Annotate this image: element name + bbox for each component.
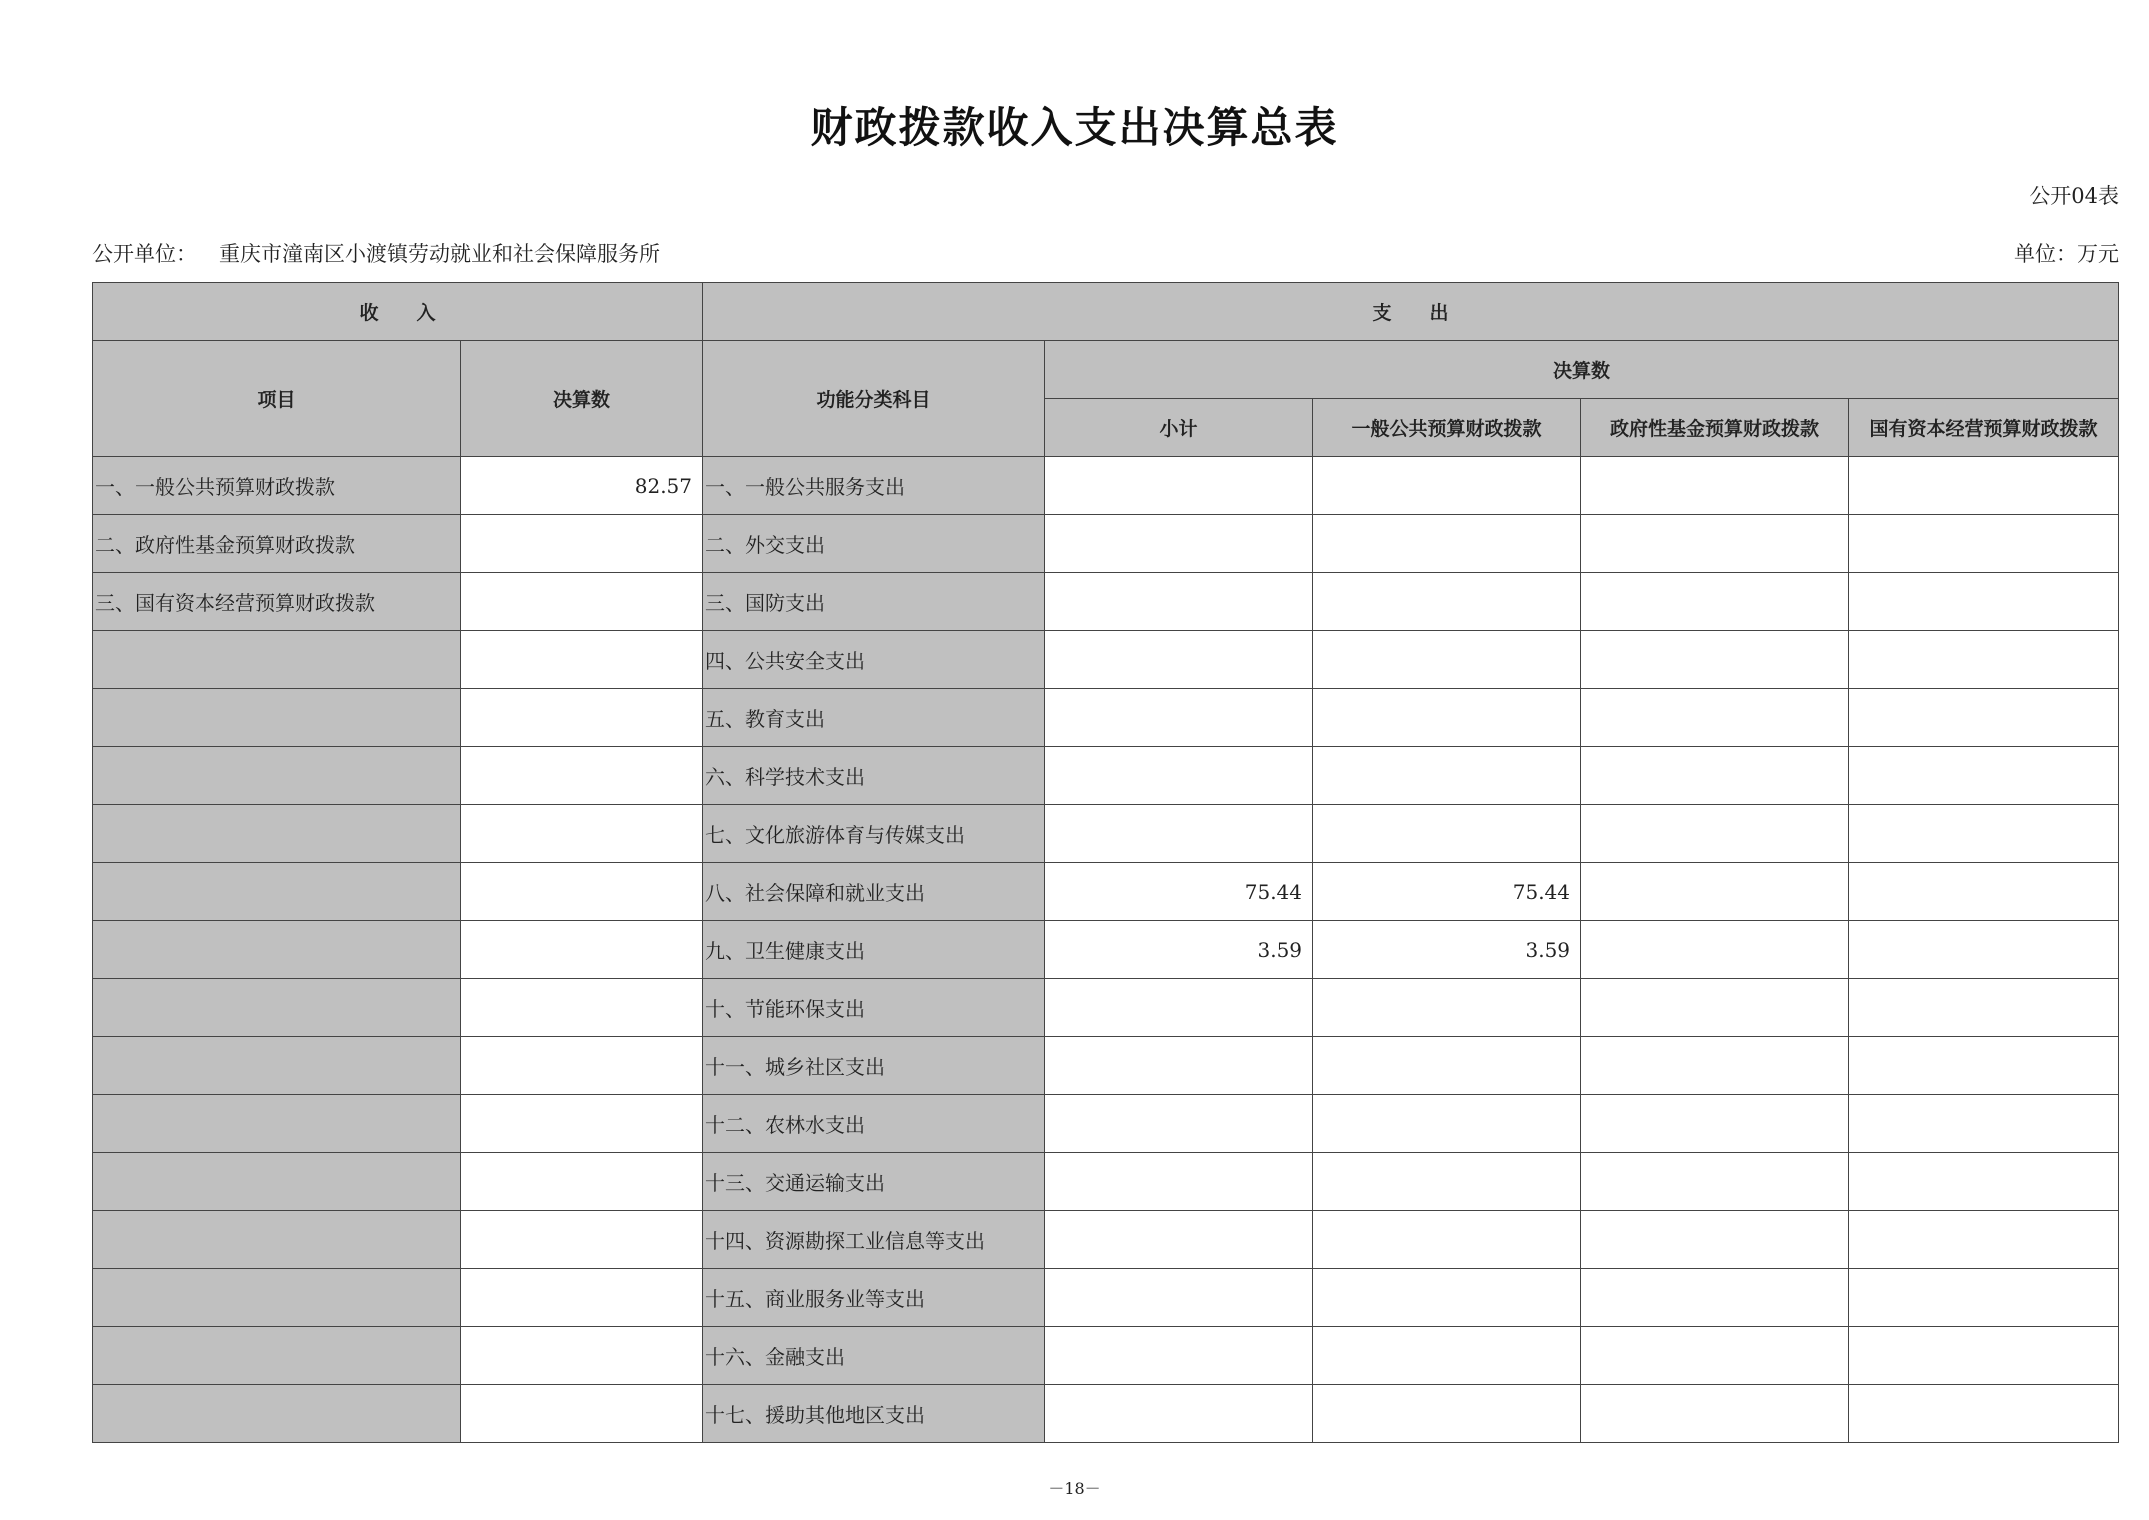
unit-label: 单位：万元 — [2014, 242, 2119, 266]
category-cell: 二、外交支出 — [703, 515, 1045, 573]
state-capital-cell — [1849, 573, 2119, 631]
gov-fund-cell — [1581, 1327, 1849, 1385]
category-cell: 十、节能环保支出 — [703, 979, 1045, 1037]
income-header: 收 入 — [93, 283, 703, 341]
table-row — [93, 573, 2119, 631]
gov-fund-cell — [1581, 631, 1849, 689]
general-cell — [1313, 1269, 1581, 1327]
state-capital-cell — [1849, 689, 2119, 747]
category-cell: 十一、城乡社区支出 — [703, 1037, 1045, 1095]
budget-table — [92, 282, 2119, 1443]
category-cell: 十四、资源勘探工业信息等支出 — [703, 1211, 1045, 1269]
table-row — [93, 1037, 2119, 1095]
subtotal-cell — [1045, 457, 1313, 515]
subtotal-cell — [1045, 573, 1313, 631]
general-cell — [1313, 515, 1581, 573]
gov-fund-cell — [1581, 805, 1849, 863]
subtotal-cell — [1045, 1327, 1313, 1385]
subtotal-cell — [1045, 1037, 1313, 1095]
general-cell — [1313, 747, 1581, 805]
income-amount-cell — [461, 573, 703, 631]
income-item-cell — [93, 921, 461, 979]
general-cell — [1313, 1327, 1581, 1385]
income-item-cell — [93, 1269, 461, 1327]
gov-fund-cell — [1581, 573, 1849, 631]
state-capital-cell — [1849, 921, 2119, 979]
state-capital-cell — [1849, 515, 2119, 573]
header-info — [92, 238, 2119, 268]
category-cell: 四、公共安全支出 — [703, 631, 1045, 689]
income-amount-cell — [461, 805, 703, 863]
income-item-cell — [93, 1037, 461, 1095]
state-capital-cell — [1849, 1095, 2119, 1153]
gov-fund-header: 政府性基金预算财政拨款 — [1581, 399, 1849, 457]
general-cell — [1313, 573, 1581, 631]
income-item-cell — [93, 1211, 461, 1269]
subtotal-cell — [1045, 1211, 1313, 1269]
state-capital-cell — [1849, 979, 2119, 1037]
income-item-cell — [93, 1153, 461, 1211]
income-amount-cell — [461, 631, 703, 689]
state-capital-cell — [1849, 747, 2119, 805]
category-header: 功能分类科目 — [703, 341, 1045, 457]
subtotal-cell — [1045, 515, 1313, 573]
general-cell — [1313, 805, 1581, 863]
income-item-cell — [93, 689, 461, 747]
organization — [92, 238, 660, 268]
income-item-cell — [93, 631, 461, 689]
subtotal-cell — [1045, 1385, 1313, 1443]
gov-fund-cell — [1581, 1037, 1849, 1095]
item-header: 项目 — [93, 341, 461, 457]
income-amount-cell — [461, 921, 703, 979]
income-amount-cell — [461, 979, 703, 1037]
income-item-cell — [93, 1095, 461, 1153]
general-cell — [1313, 631, 1581, 689]
general-cell: 3.59 — [1313, 921, 1581, 979]
general-cell: 75.44 — [1313, 863, 1581, 921]
state-capital-cell — [1849, 1037, 2119, 1095]
general-cell — [1313, 1095, 1581, 1153]
gov-fund-cell — [1581, 457, 1849, 515]
income-amount-cell — [461, 1211, 703, 1269]
gov-fund-cell — [1581, 1211, 1849, 1269]
table-row — [93, 515, 2119, 573]
expense-header: 支 出 — [703, 283, 2119, 341]
category-cell: 五、教育支出 — [703, 689, 1045, 747]
gov-fund-cell — [1581, 1153, 1849, 1211]
subtotal-cell — [1045, 805, 1313, 863]
category-cell: 十二、农林水支出 — [703, 1095, 1045, 1153]
general-header: 一般公共预算财政拨款 — [1313, 399, 1581, 457]
income-amount-cell — [461, 1037, 703, 1095]
final-amount-header: 决算数 — [1045, 341, 2119, 399]
table-row — [93, 631, 2119, 689]
income-item-cell — [93, 747, 461, 805]
category-cell: 十六、金融支出 — [703, 1327, 1045, 1385]
income-amount-cell — [461, 1269, 703, 1327]
subtotal-cell — [1045, 631, 1313, 689]
state-capital-cell — [1849, 805, 2119, 863]
income-item-cell — [93, 979, 461, 1037]
category-cell: 三、国防支出 — [703, 573, 1045, 631]
amount-header: 决算数 — [461, 341, 703, 457]
income-item-cell: 二、政府性基金预算财政拨款 — [93, 515, 461, 573]
subtotal-cell: 3.59 — [1045, 921, 1313, 979]
category-cell: 七、文化旅游体育与传媒支出 — [703, 805, 1045, 863]
income-item-cell: 三、国有资本经营预算财政拨款 — [93, 573, 461, 631]
gov-fund-cell — [1581, 747, 1849, 805]
table-row — [93, 1327, 2119, 1385]
general-cell — [1313, 689, 1581, 747]
table-row — [93, 1385, 2119, 1443]
category-cell: 八、社会保障和就业支出 — [703, 863, 1045, 921]
state-capital-header: 国有资本经营预算财政拨款 — [1849, 399, 2119, 457]
table-row — [93, 1095, 2119, 1153]
gov-fund-cell — [1581, 1385, 1849, 1443]
category-cell: 一、一般公共服务支出 — [703, 457, 1045, 515]
gov-fund-cell — [1581, 1269, 1849, 1327]
gov-fund-cell — [1581, 979, 1849, 1037]
income-amount-cell — [461, 1095, 703, 1153]
state-capital-cell — [1849, 457, 2119, 515]
table-row — [93, 457, 2119, 515]
income-amount-cell — [461, 689, 703, 747]
income-amount-cell — [461, 515, 703, 573]
table-row — [93, 1269, 2119, 1327]
category-cell: 六、科学技术支出 — [703, 747, 1045, 805]
subtotal-cell — [1045, 1269, 1313, 1327]
org-label: 公开单位： — [92, 242, 197, 266]
table-row — [93, 689, 2119, 747]
table-row — [93, 1153, 2119, 1211]
general-cell — [1313, 457, 1581, 515]
income-item-cell: 一、一般公共预算财政拨款 — [93, 457, 461, 515]
income-amount-cell — [461, 1327, 703, 1385]
general-cell — [1313, 1385, 1581, 1443]
table-row — [93, 979, 2119, 1037]
state-capital-cell — [1849, 631, 2119, 689]
category-cell: 九、卫生健康支出 — [703, 921, 1045, 979]
subtotal-header: 小计 — [1045, 399, 1313, 457]
table-row — [93, 921, 2119, 979]
gov-fund-cell — [1581, 515, 1849, 573]
table-row — [93, 1211, 2119, 1269]
subtotal-cell — [1045, 1095, 1313, 1153]
page-number: －18－ — [1048, 1479, 1101, 1498]
state-capital-cell — [1849, 1269, 2119, 1327]
income-amount-cell: 82.57 — [461, 457, 703, 515]
gov-fund-cell — [1581, 921, 1849, 979]
income-amount-cell — [461, 863, 703, 921]
subtotal-cell — [1045, 1153, 1313, 1211]
org-name: 重庆市潼南区小渡镇劳动就业和社会保障服务所 — [219, 242, 660, 266]
income-item-cell — [93, 805, 461, 863]
income-amount-cell — [461, 1153, 703, 1211]
state-capital-cell — [1849, 1385, 2119, 1443]
income-item-cell — [93, 1385, 461, 1443]
income-item-cell — [93, 1327, 461, 1385]
state-capital-cell — [1849, 1327, 2119, 1385]
gov-fund-cell — [1581, 1095, 1849, 1153]
form-number: 公开04表 — [2029, 184, 2119, 208]
category-cell: 十七、援助其他地区支出 — [703, 1385, 1045, 1443]
subtotal-cell — [1045, 747, 1313, 805]
subtotal-cell — [1045, 979, 1313, 1037]
subtotal-cell — [1045, 689, 1313, 747]
income-item-cell — [93, 863, 461, 921]
general-cell — [1313, 1153, 1581, 1211]
gov-fund-cell — [1581, 863, 1849, 921]
category-cell: 十五、商业服务业等支出 — [703, 1269, 1045, 1327]
general-cell — [1313, 979, 1581, 1037]
income-amount-cell — [461, 1385, 703, 1443]
table-row — [93, 747, 2119, 805]
table-row — [93, 863, 2119, 921]
state-capital-cell — [1849, 1211, 2119, 1269]
gov-fund-cell — [1581, 689, 1849, 747]
state-capital-cell — [1849, 863, 2119, 921]
general-cell — [1313, 1211, 1581, 1269]
category-cell: 十三、交通运输支出 — [703, 1153, 1045, 1211]
page-title: 财政拨款收入支出决算总表 — [810, 103, 1339, 152]
subtotal-cell: 75.44 — [1045, 863, 1313, 921]
table-body — [93, 457, 2119, 1443]
table-row — [93, 805, 2119, 863]
state-capital-cell — [1849, 1153, 2119, 1211]
general-cell — [1313, 1037, 1581, 1095]
income-amount-cell — [461, 747, 703, 805]
